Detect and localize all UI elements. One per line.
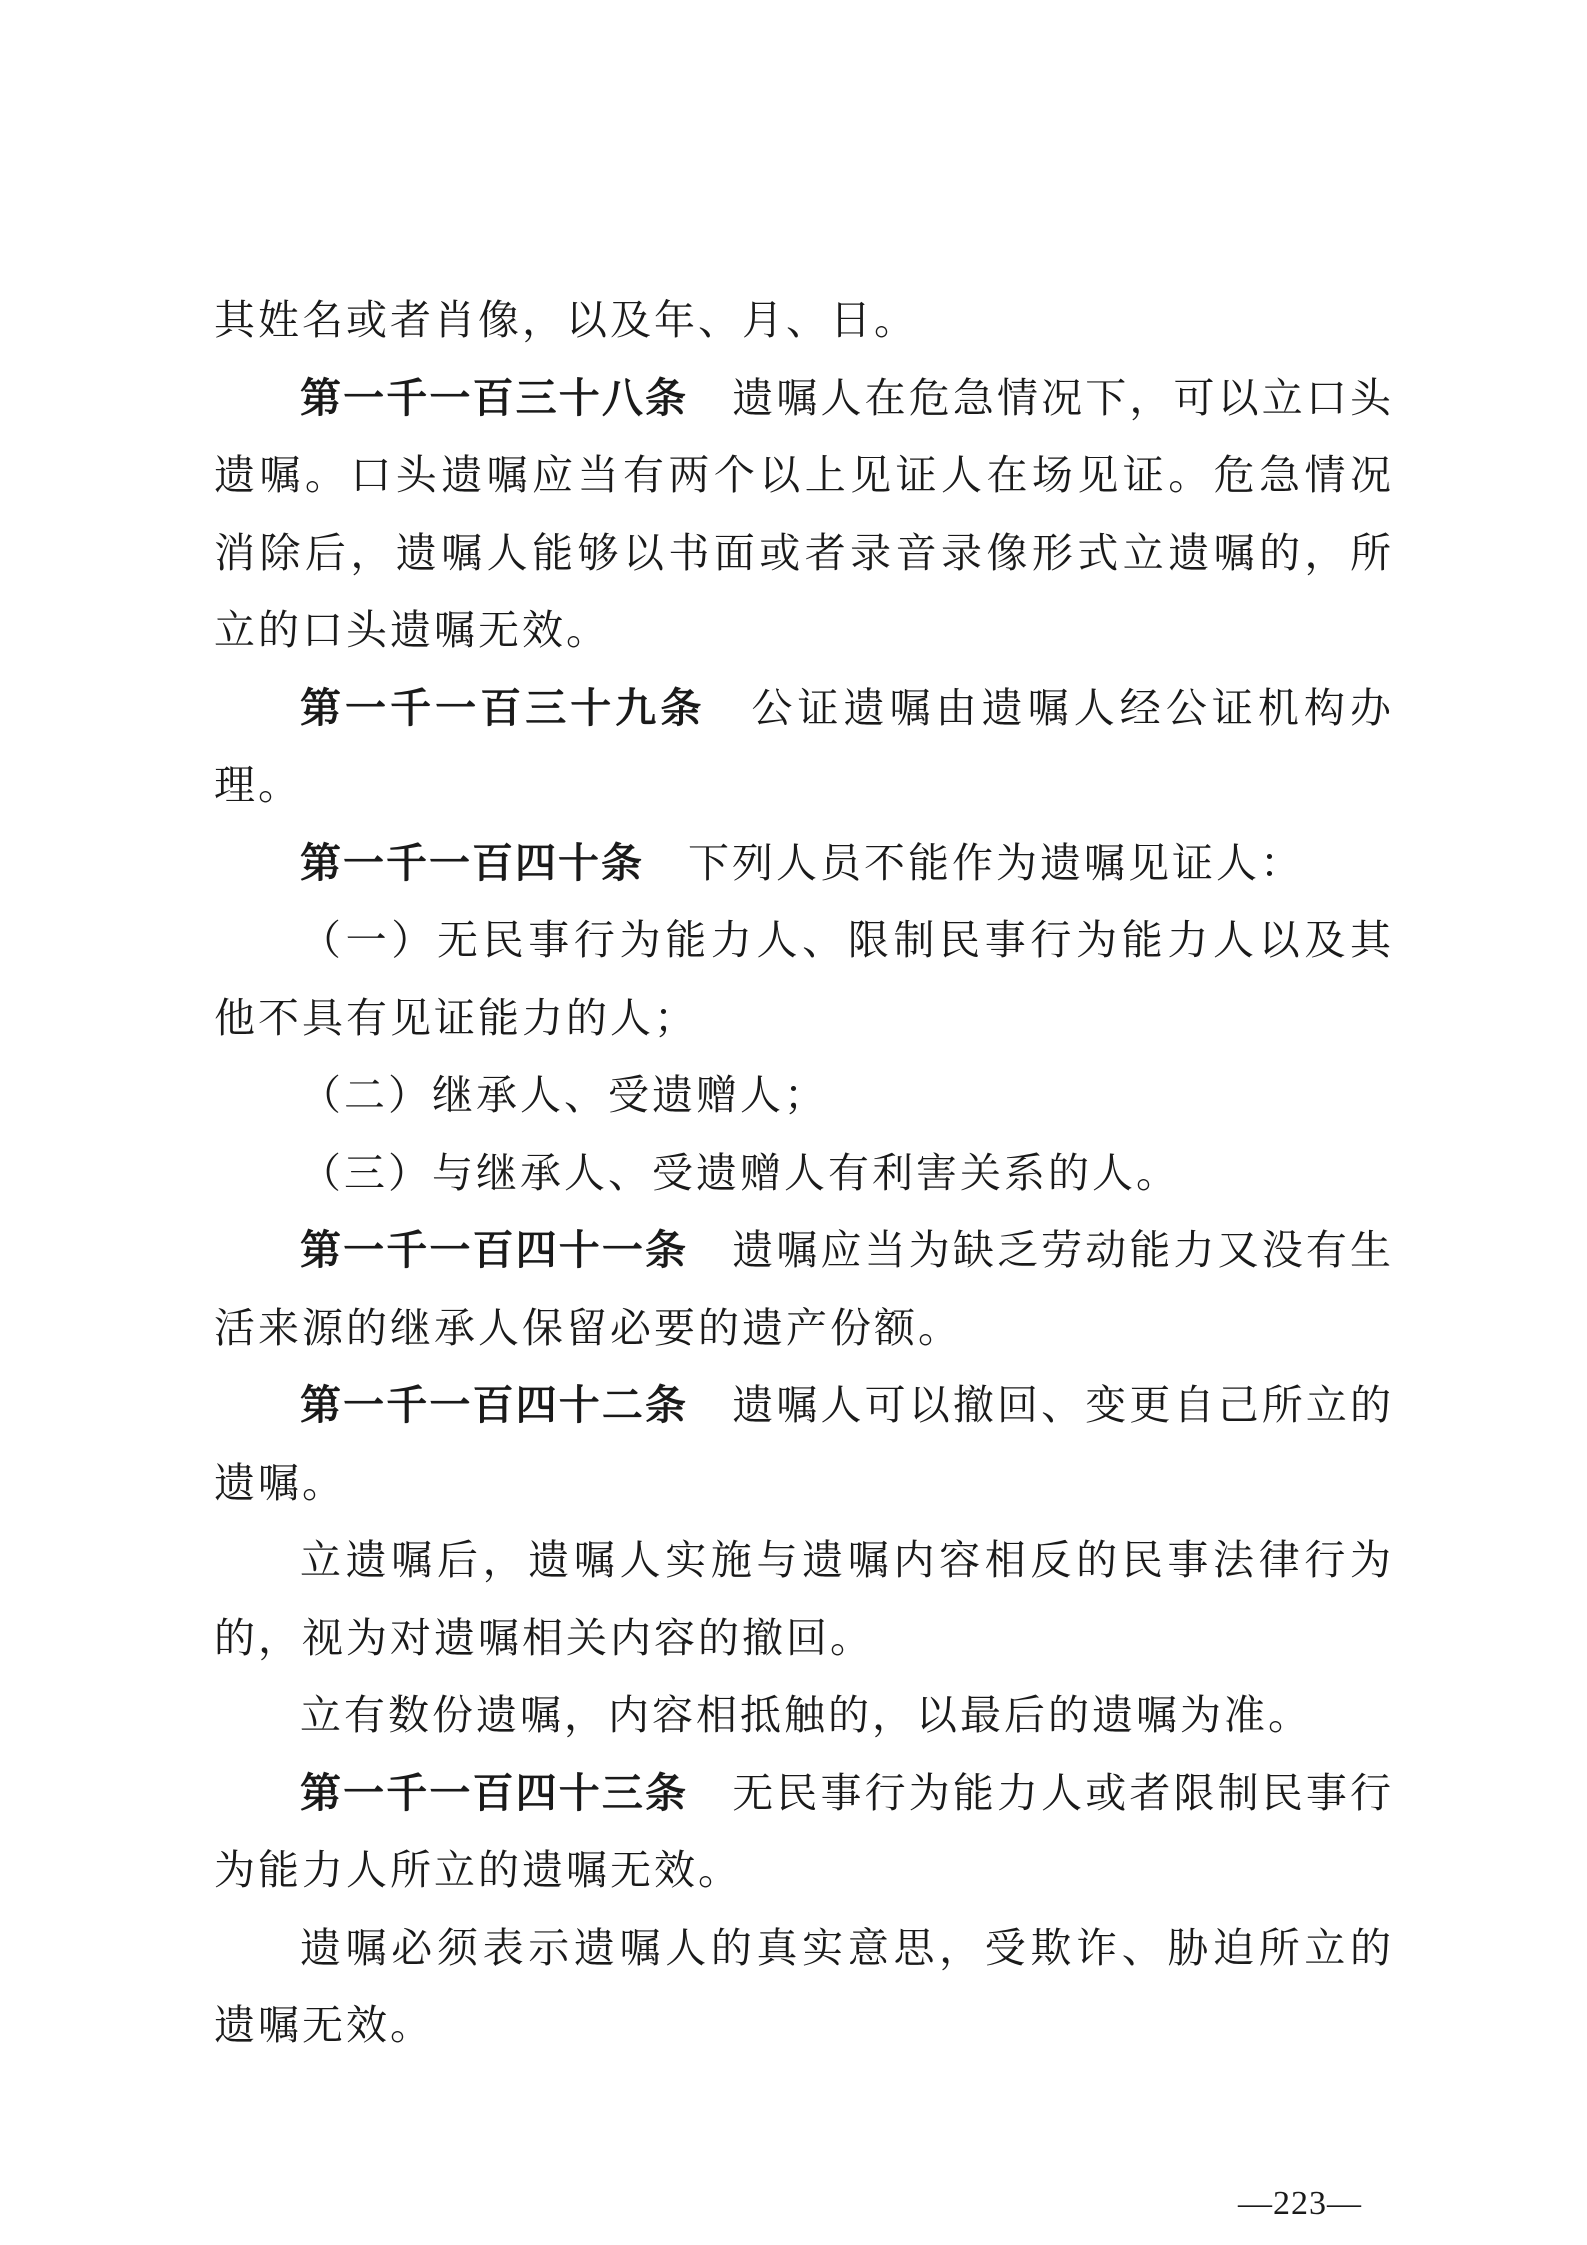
article-text: 遗嘱人可以撤回、变更自己所立的遗嘱。 [214,1381,1394,1507]
article-1143 [214,1755,1394,1910]
paragraph-continuation [214,282,1394,360]
article-1142 [214,1367,1394,1522]
article-1139 [214,670,1394,825]
list-item-text: （一）无民事行为能力人、限制民事行为能力人以及其他不具有见证能力的人； [214,916,1394,1042]
page-number: —223— [1238,2185,1362,2222]
article-number: 第一千一百四十一条 [300,1226,689,1274]
paragraph-text: 其姓名或者肖像，以及年、月、日。 [214,296,918,344]
article-number: 第一千一百三十八条 [300,373,689,422]
article-number: 第一千一百四十三条 [300,1768,689,1817]
article-number: 第一千一百四十二条 [300,1381,689,1429]
document-body [214,282,1394,2065]
list-item-text: （三）与继承人、受遗赠人有利害关系的人。 [300,1148,1180,1197]
article-1138 [214,360,1394,670]
body-paragraph [214,1910,1394,2065]
article-number: 第一千一百四十条 [300,838,644,887]
article-text: 无民事行为能力人或者限制民事行为能力人所立的遗嘱无效。 [214,1768,1394,1894]
article-text: 公证遗嘱由遗嘱人经公证机构办理。 [214,683,1394,809]
article-1140 [214,825,1394,903]
article-number: 第一千一百三十九条 [300,683,706,732]
list-item-3 [214,1135,1394,1213]
body-paragraph [214,1677,1394,1755]
paragraph-text: 立有数份遗嘱，内容相抵触的，以最后的遗嘱为准。 [300,1691,1312,1739]
article-text: 遗嘱应当为缺乏劳动能力又没有生活来源的继承人保留必要的遗产份额。 [214,1226,1394,1352]
list-item-2 [214,1057,1394,1135]
article-text: 下列人员不能作为遗嘱见证人： [688,838,1304,887]
article-text: 遗嘱人在危急情况下，可以立口头遗嘱。口头遗嘱应当有两个以上见证人在场见证。危急情况消除后，遗嘱人能够以书面或者录音录像形式立遗嘱的，所立的口头遗嘱无效。 [214,373,1394,654]
body-paragraph [214,1522,1394,1677]
paragraph-text: 遗嘱必须表示遗嘱人的真实意思，受欺诈、胁迫所立的遗嘱无效。 [214,1923,1394,2049]
list-item-text: （二）继承人、受遗赠人； [300,1071,828,1119]
list-item-1 [214,902,1394,1057]
article-1141 [214,1212,1394,1367]
paragraph-text: 立遗嘱后，遗嘱人实施与遗嘱内容相反的民事法律行为的，视为对遗嘱相关内容的撤回。 [214,1536,1394,1662]
